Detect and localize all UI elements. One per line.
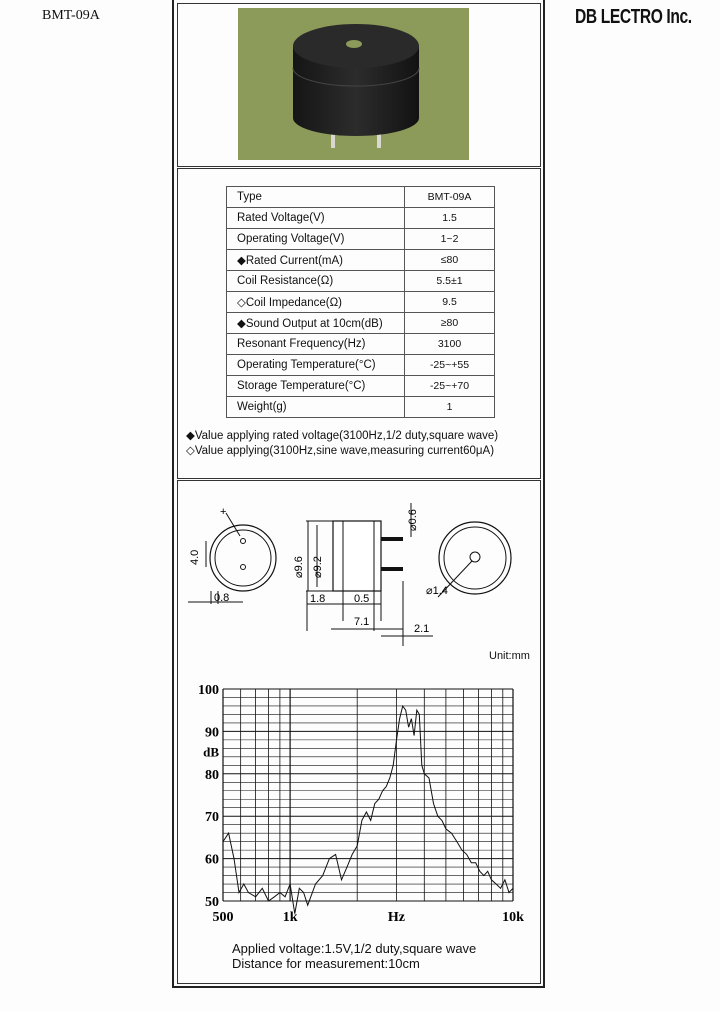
plus-label: + — [220, 506, 227, 518]
chart-y-tick: 90 — [205, 725, 219, 741]
chart-x-tick: 1k — [282, 910, 298, 925]
note-impedance: ◇Value applying(3100Hz,sine wave,measuring current60μA) — [186, 445, 495, 457]
spec-param: Operating Voltage(V) — [227, 229, 405, 250]
spec-row — [227, 187, 495, 208]
header-model: BMT-09A — [42, 8, 100, 23]
spec-param: Rated Voltage(V) — [227, 208, 405, 229]
spec-value: 3100 — [405, 334, 495, 355]
spec-value: ≤80 — [405, 250, 495, 271]
side-pin-2 — [381, 567, 403, 571]
chart-y-tick: 70 — [205, 810, 219, 826]
chart-y-tick: 50 — [205, 895, 219, 910]
dim-phi-0-6: ⌀0.6 — [407, 509, 419, 531]
spec-table — [226, 186, 495, 418]
spec-value: 1 — [405, 397, 495, 418]
note-rated: ◆Value applying rated voltage(3100Hz,1/2 duty,square wave) — [186, 430, 499, 442]
chart-caption — [232, 941, 476, 971]
chart-y-tick: 80 — [205, 767, 219, 783]
chart-x-tick: Hz — [387, 910, 406, 925]
unit-label: Unit:mm — [489, 650, 530, 662]
spec-param: Weight(g) — [227, 397, 405, 418]
spec-value: -25~+55 — [405, 355, 495, 376]
dim-phi-1-4: ⌀1.4 — [426, 585, 448, 597]
spec-row — [227, 208, 495, 229]
spec-panel — [177, 168, 541, 479]
spec-value: 1~2 — [405, 229, 495, 250]
spec-value: 1.5 — [405, 208, 495, 229]
sound-hole — [346, 40, 362, 48]
dim-0-5: 0.5 — [354, 593, 370, 605]
dim-0-8: 0.8 — [214, 592, 230, 604]
spec-param: Coil Resistance(Ω) — [227, 271, 405, 292]
caption-distance: Distance for measurement:10cm — [232, 956, 420, 971]
dim-4-0: 4.0 — [189, 549, 201, 565]
pin-hole-1 — [241, 539, 246, 544]
spec-row — [227, 250, 495, 271]
chart-y-ticks — [198, 683, 219, 910]
top-outline-inner — [444, 527, 506, 589]
spec-row — [227, 229, 495, 250]
spec-param: Operating Temperature(°C) — [227, 355, 405, 376]
chart-series-line — [223, 706, 513, 914]
top-sound-hole — [470, 552, 480, 562]
chart-y-tick: 100 — [198, 683, 219, 698]
datasheet — [172, 0, 545, 988]
chart-y-tick: 60 — [205, 852, 219, 868]
spec-param: Storage Temperature(°C) — [227, 376, 405, 397]
dim-phi-9-6: ⌀9.6 — [293, 556, 305, 578]
side-pin-1 — [381, 537, 403, 541]
chart-grid — [223, 689, 513, 901]
spec-row — [227, 313, 495, 334]
chart-y-label: dB — [203, 744, 219, 760]
spec-value: BMT-09A — [405, 187, 495, 208]
spec-row — [227, 355, 495, 376]
buzzer-image — [238, 8, 469, 160]
spec-param: ◆Sound Output at 10cm(dB) — [227, 313, 405, 334]
dim-7-1: 7.1 — [354, 616, 370, 628]
spec-value: ≥80 — [405, 313, 495, 334]
spec-row — [227, 397, 495, 418]
spec-param: ◇Coil Impedance(Ω) — [227, 292, 405, 313]
spec-value: 5.5±1 — [405, 271, 495, 292]
spec-param: Type — [227, 187, 405, 208]
dim-phi-9-2: ⌀9.2 — [312, 556, 324, 578]
spec-row — [227, 271, 495, 292]
header-brand-logo: DB LECTRO Inc. — [575, 6, 692, 28]
spec-row — [227, 292, 495, 313]
spec-param: ◆Rated Current(mA) — [227, 250, 405, 271]
spec-row — [227, 376, 495, 397]
caption-voltage: Applied voltage:1.5V,1/2 duty,square wave — [232, 941, 477, 956]
pin-hole-2 — [241, 565, 246, 570]
dim-1-8: 1.8 — [310, 593, 326, 605]
notes — [186, 429, 498, 459]
chart-x-tick: 10k — [502, 910, 524, 925]
spec-value: 9.5 — [405, 292, 495, 313]
photo-panel — [177, 3, 541, 167]
front-outline-outer — [210, 525, 276, 591]
spec-value: -25~+70 — [405, 376, 495, 397]
spec-row — [227, 334, 495, 355]
chart-x-ticks — [213, 910, 525, 925]
product-photo — [238, 8, 469, 160]
dim-2-1: 2.1 — [414, 623, 430, 635]
top-outline-outer — [439, 522, 511, 594]
spec-param: Resonant Frequency(Hz) — [227, 334, 405, 355]
chart-x-tick: 500 — [212, 910, 234, 925]
drawing-panel — [177, 480, 541, 984]
